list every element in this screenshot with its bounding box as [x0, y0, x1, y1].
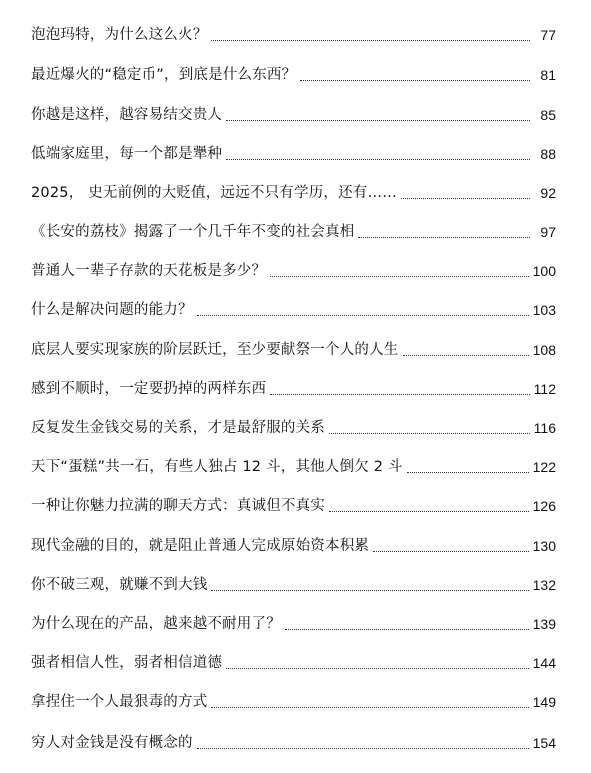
toc-dot-leader [329, 433, 530, 434]
toc-dot-leader [211, 590, 528, 591]
toc-entry-title: 低端家庭里，每一个都是犟种 [31, 146, 223, 162]
toc-dot-leader [407, 472, 529, 473]
toc-dot-leader [285, 629, 529, 630]
toc-dot-leader [300, 80, 530, 81]
toc-entry-page: 154 [532, 735, 556, 751]
toc-entry-title: 2025， 史无前例的大贬值，远远不只有学历，还有…… [31, 185, 397, 201]
toc-entry-title: 普通人一辈子存款的天花板是多少？ [31, 263, 267, 279]
toc-dot-leader [358, 237, 530, 238]
toc-entry[interactable] [31, 612, 556, 634]
toc-entry[interactable] [31, 534, 556, 556]
toc-entry[interactable] [31, 103, 556, 125]
toc-dot-leader [270, 394, 529, 395]
toc-entry-title: 反复发生金钱交易的关系，才是最舒服的关系 [31, 420, 325, 436]
toc-entry-title: 天下“蛋糕”共一石，有些人独占 12 斗，其他人倒欠 2 斗 [31, 459, 403, 475]
toc-dot-leader [226, 120, 530, 121]
toc-entry-title: 现代金融的目的，就是阻止普通人完成原始资本积累 [31, 538, 370, 554]
toc-entry-title: 为什么现在的产品，越来越不耐用了？ [31, 616, 281, 632]
toc-entry[interactable] [31, 573, 556, 595]
toc-entry[interactable] [31, 298, 556, 320]
toc-entry-page: 103 [532, 302, 556, 318]
toc-entry[interactable] [31, 455, 556, 477]
toc-entry[interactable] [31, 338, 556, 360]
toc-dot-leader [226, 159, 530, 160]
toc-entry-title: 你不破三观，就赚不到大钱 [31, 577, 208, 593]
toc-entry[interactable] [31, 377, 556, 399]
toc-entry-title: 底层人要实现家族的阶层跃迁，至少要献祭一个人的人生 [31, 342, 399, 358]
toc-entry[interactable] [31, 690, 556, 712]
toc-entry-title: 一种让你魅力拉满的聊天方式：真诚但不真实 [31, 498, 325, 514]
toc-entry-page: 139 [532, 616, 556, 632]
toc-entry-page: 92 [540, 185, 556, 201]
toc-entry-page: 85 [540, 107, 556, 123]
toc-entry-title: 你越是这样，越容易结交贵人 [31, 107, 223, 123]
toc-entry-page: 100 [532, 263, 556, 279]
toc-entry-page: 132 [532, 577, 556, 593]
toc-dot-leader [211, 40, 530, 41]
toc-entry-page: 112 [533, 381, 556, 397]
toc-dot-leader [197, 748, 529, 749]
toc-entry-title: 穷人对金钱是没有概念的 [31, 735, 193, 751]
toc-entry-page: 97 [540, 224, 556, 240]
toc-entry[interactable] [31, 494, 556, 516]
toc-dot-leader [197, 315, 529, 316]
toc-dot-leader [226, 668, 529, 669]
toc-dot-leader [211, 707, 528, 708]
toc-dot-leader [373, 551, 529, 552]
toc-entry-title: 感到不顺时，一定要扔掉的两样东西 [31, 381, 267, 397]
toc-entry[interactable] [31, 220, 556, 242]
toc-entry-page: 116 [533, 420, 556, 436]
toc-entry[interactable] [31, 63, 556, 85]
toc-entry[interactable] [31, 416, 556, 438]
toc-entry[interactable] [31, 23, 556, 45]
toc-entry[interactable] [31, 142, 556, 164]
toc-entry-title: 什么是解决问题的能力？ [31, 302, 193, 318]
toc-dot-leader [403, 355, 529, 356]
toc-entry-page: 81 [540, 67, 556, 83]
toc-entry-title: 泡泡玛特，为什么这么火？ [31, 27, 208, 43]
toc-entry[interactable] [31, 259, 556, 281]
toc-entry[interactable] [31, 181, 556, 203]
toc-entry-page: 149 [532, 694, 556, 710]
toc-entry-page: 122 [532, 459, 556, 475]
toc-entry[interactable] [31, 731, 556, 753]
toc-entry-page: 88 [540, 146, 556, 162]
toc-entry-title: 《长安的荔枝》揭露了一个几千年不变的社会真相 [31, 224, 355, 240]
toc-entry-title: 强者相信人性，弱者相信道德 [31, 655, 223, 671]
toc-entry-title: 拿捏住一个人最狠毒的方式 [31, 694, 208, 710]
toc-dot-leader [401, 198, 530, 199]
toc-entry-page: 130 [532, 538, 556, 554]
toc-dot-leader [329, 511, 529, 512]
toc-entry[interactable] [31, 651, 556, 673]
toc-entry-page: 108 [532, 342, 556, 358]
toc-entry-page: 126 [532, 498, 556, 514]
toc-entry-page: 77 [540, 27, 556, 43]
toc-entry-page: 144 [532, 655, 556, 671]
toc-entry-title: 最近爆火的“稳定币”，到底是什么东西？ [31, 67, 297, 83]
toc-dot-leader [270, 276, 528, 277]
